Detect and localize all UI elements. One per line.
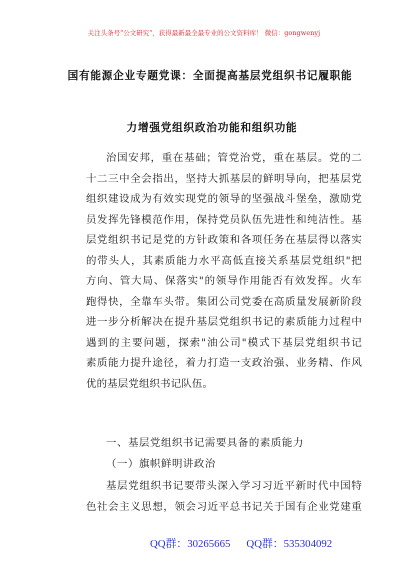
paragraph-intro: [86, 148, 362, 394]
text-line: 遇到的主要问题，探索"油公司"模式下基层党组织书记: [86, 336, 362, 349]
document-title-line1: 国有能源企业专题党课：全面提高基层党组织书记履职能: [67, 70, 353, 82]
text-line: 的带头人，其素质能力水平高低直接关系基层党组织"把: [86, 254, 362, 267]
text-line: 治国安邦，重在基础；管党治党，重在基层。党的二: [106, 152, 362, 164]
text-line: 色社会主义思想，领会习近平总书记关于国有企业党建重: [86, 500, 362, 513]
text-line: 组织建设成为有效实现党的领导的坚强战斗堡垒，激励党: [86, 193, 362, 205]
footer-qq-group-1: QQ群：30265665: [150, 538, 231, 550]
text-line: 进一步分析解决在提升基层党组织书记的素质能力过程中: [86, 316, 362, 328]
footer-contact: [150, 536, 332, 551]
footer-qq-group-2: QQ群：535304092: [246, 538, 333, 550]
text-line: 跑得快，全靠车头带。集团公司党委在高质量发展新阶段: [86, 295, 362, 308]
header-note: 关注头条号"公文研究"，获得最新最全最专业的公文资料库！ 微信：gongwenyj: [87, 29, 321, 37]
subsection-heading-1: （一）旗帜鲜明讲政治: [106, 458, 216, 470]
text-line: 基层党组织书记要带头深入学习习近平新时代中国特: [106, 480, 362, 492]
text-line: 素质能力提升途径，着力打造一支政治强、业务精、作风: [86, 357, 362, 369]
text-line: 方向、管大局、保落实"的领导作用能否有效发挥。火车: [86, 275, 362, 287]
paragraph-politics: [86, 476, 362, 517]
text-line: 员发挥先锋模范作用，保持党员队伍先进性和纯洁性。基: [86, 213, 362, 226]
text-line: 层党组织书记是党的方针政策和各项任务在基层得以落实: [86, 234, 362, 246]
document-title-line2: 力增强党组织政治功能和组织功能: [126, 122, 298, 134]
text-line: 优的基层党组织书记队伍。: [86, 377, 214, 390]
section-heading-1: 一、基层党组织书记需要具备的素质能力: [106, 437, 304, 449]
text-line: 十二三中全会指出，坚持大抓基层的鲜明导向，把基层党: [86, 172, 362, 185]
